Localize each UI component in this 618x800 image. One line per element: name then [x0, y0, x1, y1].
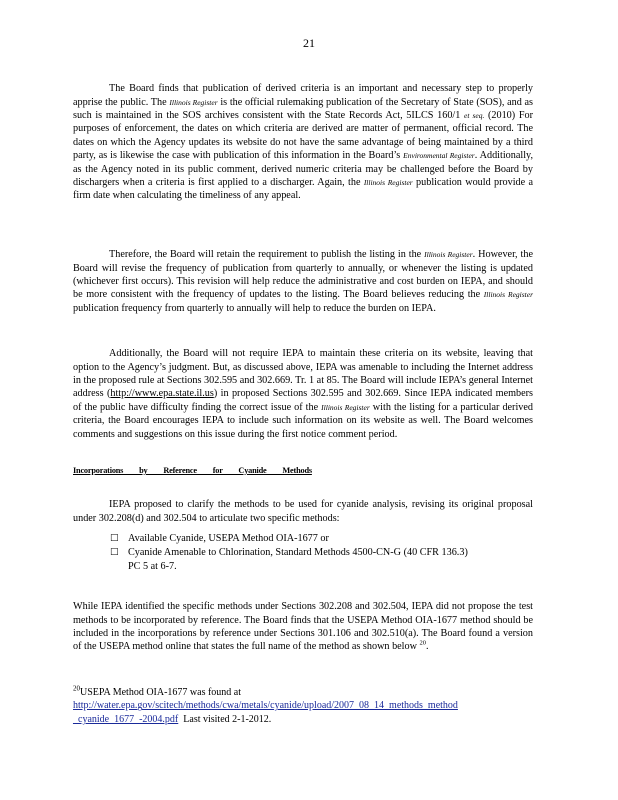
list-item-citation: PC 5 at 6-7. — [128, 560, 177, 572]
section-heading: Incorporations by Reference for Cyanide Methods — [73, 466, 312, 475]
method-list — [110, 532, 530, 574]
paragraph-incorporation — [73, 600, 533, 654]
text: ) in proposed Sections 302.595 and 302.669. Since IEPA indicated members of the public have difficulty finding the correct issue of the — [73, 388, 533, 413]
epa-link[interactable]: http://www.epa.state.il.us — [110, 388, 214, 400]
text: While IEPA identified the specific methods under Sections 302.208 and 302.504, IEPA did not propose the test methods to be incorporated by reference. The Board finds that the USEPA Method OIA-1677 method should be included in the incorporations by reference under Sections 301.106 and 302.510(a). The Board found a version of the USEPA method online that states the full name of the method as shown below — [73, 601, 533, 653]
paragraph-publication-frequency — [73, 248, 533, 315]
list-item-text: Available Cyanide, USEPA Method OIA-1677 or — [128, 533, 329, 544]
footnote-mark: 20 — [73, 684, 80, 693]
text: is the official rulemaking publication of the Secretary of State (SOS), and as such is maintained in the SOS archives consistent with the State Records Act, 5ILCS 160/1 — [73, 96, 533, 121]
italic-text: Illinois Register — [321, 402, 370, 412]
italic-text: Illinois Register — [424, 250, 473, 260]
footnote-text: USEPA Method OIA-1677 was found at — [80, 687, 242, 698]
footnote-link-line: http://water.epa.gov/scitech/methods/cwa/metals/cyanide/upload/2007_08_14_methods_method — [73, 700, 458, 712]
text: . Additionally, as the Agency noted in its public comment, derived numeric criteria may be challenged before the Board by dischargers when a criteria is first applied to a discharger. Again, the — [73, 150, 534, 189]
list-item-text: Cyanide Amenable to Chlorination, Standard Methods 4500-CN-G (40 CFR 136.3) — [128, 547, 468, 559]
text: with the listing for a particular derived criteria, the Board encourages IEPA to include such information on its website as well. The Board welcomes comments and suggestions on this issue during the first notice comment period. — [73, 401, 533, 440]
footnote-reference[interactable]: 20 — [419, 640, 427, 648]
page-number: 21 — [303, 36, 315, 50]
text: publication would provide a firm date when calculating the timeliness of any appeal. — [73, 177, 533, 202]
italic-text: Illinois Register — [169, 97, 218, 107]
italic-text: et seq. — [464, 111, 485, 120]
paragraph-cyanide-methods: IEPA proposed to clarify the methods to be used for cyanide analysis, revising its original proposal under 302.208(d) and 302.504 to articulate two specific methods: — [73, 499, 533, 524]
footnote-link-line: _cyanide_1677_-2004.pdf — [73, 713, 179, 725]
text: publication frequency from quarterly to annually will help to reduce the burden on IEPA. — [73, 302, 436, 314]
list-item — [110, 546, 530, 573]
paragraph-publication-criteria — [73, 82, 533, 203]
text: . However, the Board will revise the frequency of publication from quarterly to annually, or whenever the listing is updated (whichever first occurs). This revision will help reduce the administrative and cost burden on IEPA, and should be more consistent with the frequency of updates to the listing. The Board believes reducing the — [73, 249, 533, 301]
italic-text: Environmental Register — [403, 151, 475, 161]
text: (2010) For purposes of enforcement, the dates on which criteria are derived are matter of permanent, official record. The dates on which the Agency updates its website do not have the same advantage of being maintained by a third party, as is likewise the case with publication of this information in the Board’s — [73, 110, 533, 162]
checkbox-bullet-icon: □ — [110, 533, 119, 543]
footnote-last-visited: Last visited 2-1-2012. — [183, 713, 272, 725]
text: The Board finds that publication of derived criteria is an important and necessary step to properly apprise the public. The — [73, 83, 533, 108]
text: Therefore, the Board will retain the requirement to publish the listing in the — [109, 249, 425, 261]
footnote — [73, 686, 543, 726]
text: . — [426, 641, 429, 653]
text: Additionally, the Board will not require IEPA to maintain these criteria on its website, leaving that option to the Agency’s judgment. But, as discussed above, IEPA was amenable to including the Internet address in the proposed rule at Sections 302.595 and 302.669. Tr. 1 at 85. The Board will include IEPA’s general Internet address ( — [73, 348, 533, 400]
paragraph-website — [73, 347, 533, 441]
italic-text: Illinois Register — [363, 178, 413, 188]
list-item — [110, 532, 530, 545]
italic-text: Illinois Register — [483, 290, 533, 300]
checkbox-bullet-icon: □ — [110, 547, 119, 558]
